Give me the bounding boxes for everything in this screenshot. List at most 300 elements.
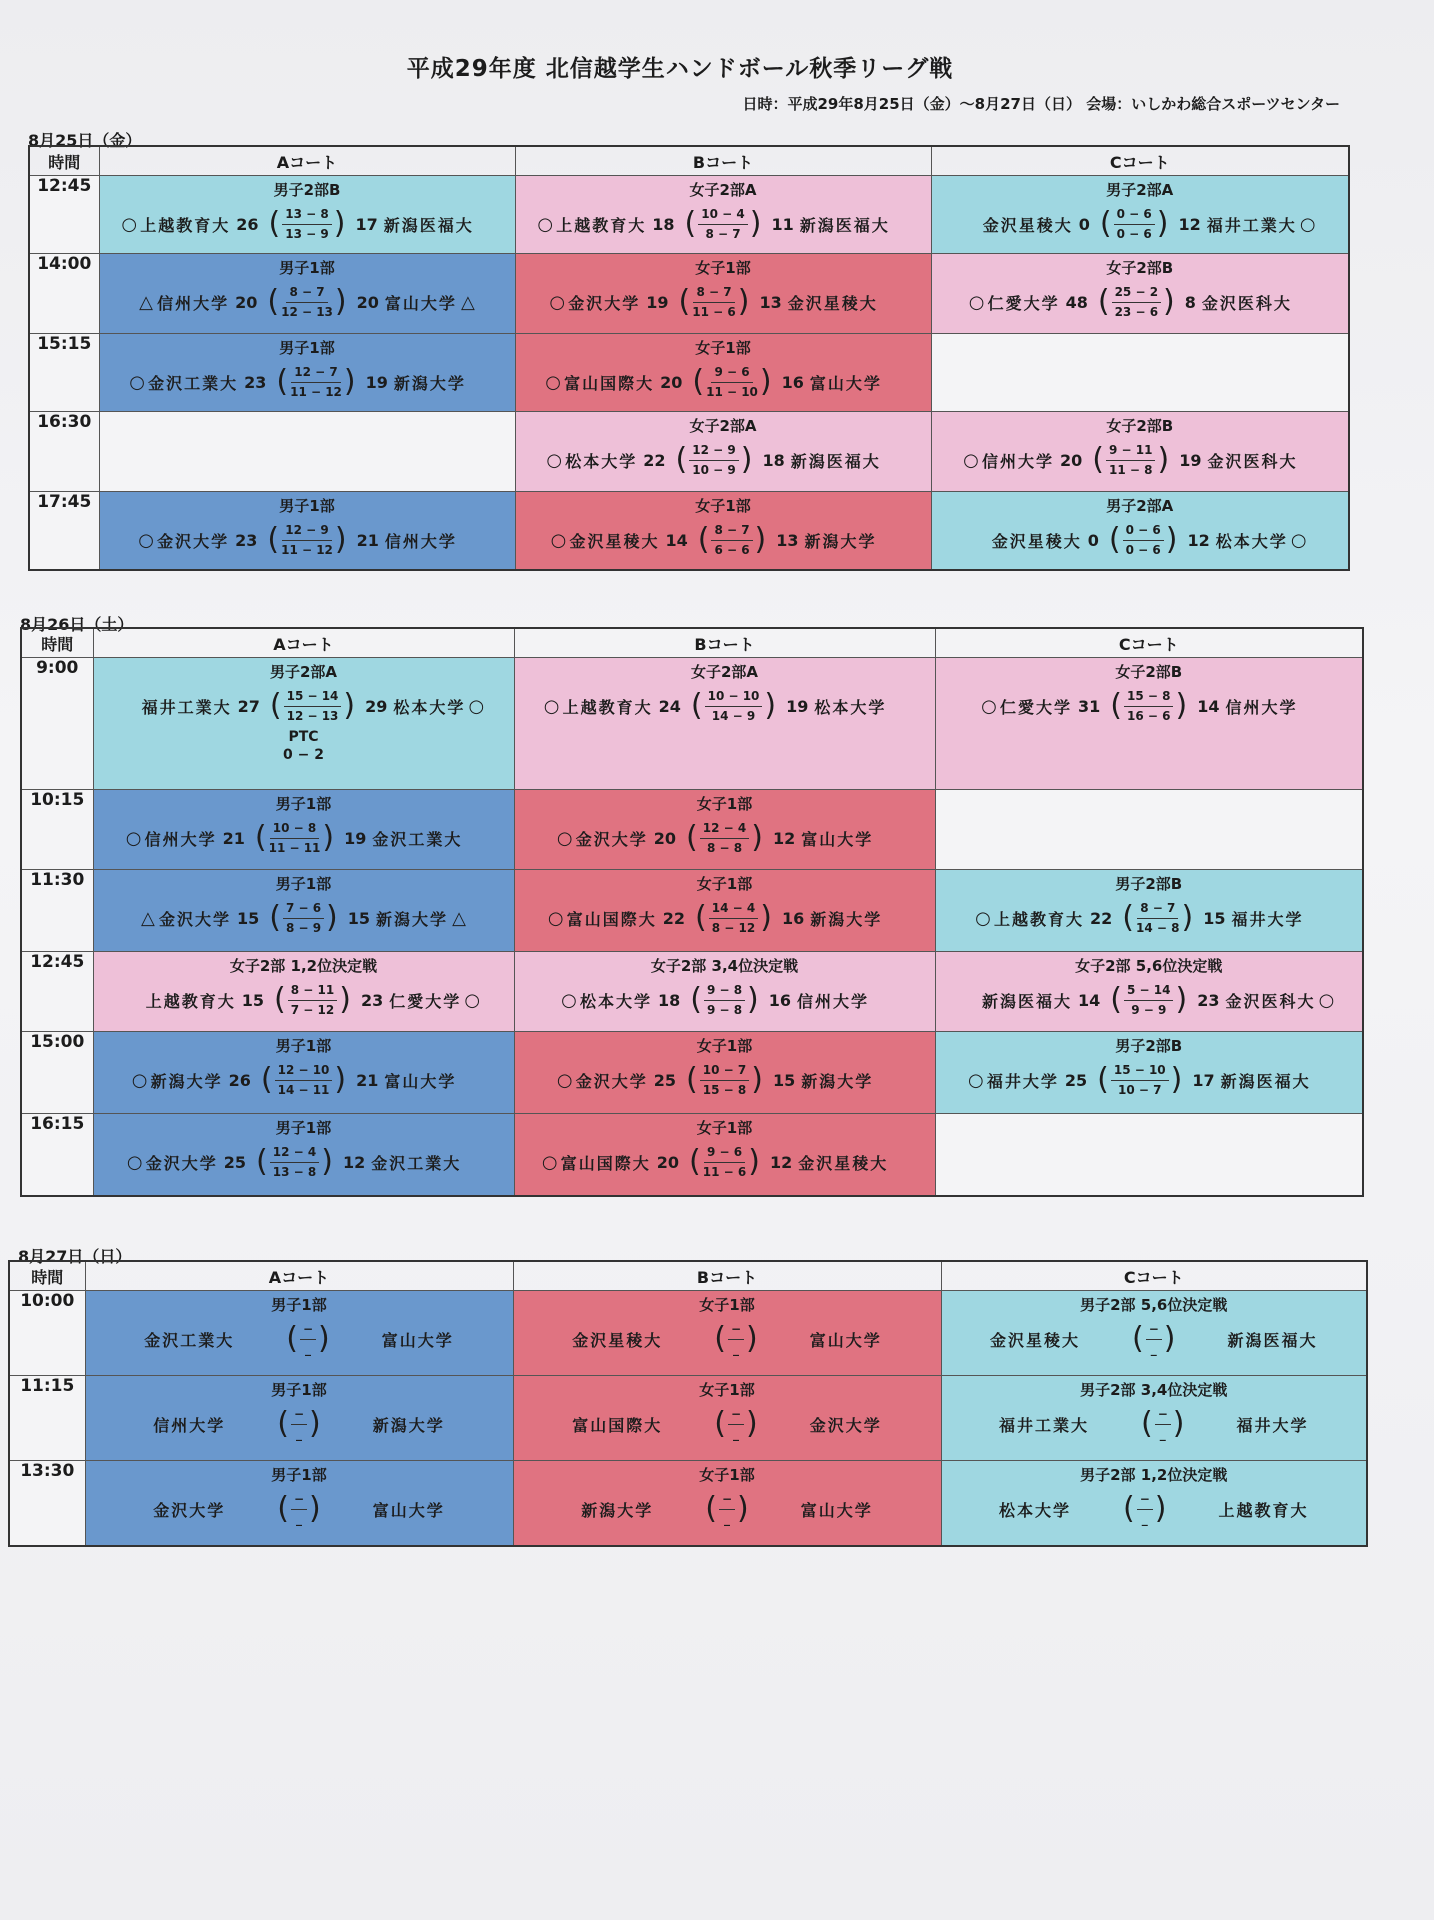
away-team: 富山大学 [800,1500,873,1520]
match-cell [99,254,515,334]
court-c-header: Cコート [931,146,1349,176]
half-stack [698,1061,751,1100]
match-cell [941,1291,1367,1376]
day-label: 8月27日（日） [18,1247,132,1266]
time-slot: 9:00 [21,658,93,790]
division-label: 男子2部B [273,181,341,199]
close-paren: ) [1175,982,1188,1017]
result-mark: ○ [1299,213,1316,235]
close-paren: ) [749,206,762,241]
match-line [516,277,931,327]
result-mark: ○ [121,213,138,235]
first-half: 8 − 7 [693,283,734,303]
match-line [936,1055,1363,1105]
away-team: 新潟大学 [804,531,877,551]
match-cell [935,658,1363,790]
second-half: 8 − 12 [711,920,756,935]
result-mark: ○ [556,1069,573,1091]
match-cell [941,1376,1367,1461]
home-score: 18 [657,990,681,1010]
away-team: 富山大学 [809,1330,882,1350]
half-stack [698,819,751,858]
open-paren: ( [1123,1491,1135,1526]
day-label: 8月26日（土） [20,615,134,634]
first-half: 9 − 8 [704,981,745,1001]
away-score: 13 [776,530,799,550]
result-mark: △ [141,907,155,929]
home-team: 松本大学 [565,451,638,471]
schedule-table [8,1260,1368,1547]
close-paren: ) [1157,442,1170,477]
home-score: 48 [1065,292,1088,312]
open-paren: ( [277,1491,289,1526]
close-paren: ) [754,522,767,557]
open-paren: ( [690,688,703,723]
time-slot-row [21,952,1363,1032]
first-half: 7 − 6 [283,899,324,919]
half-stack [273,1061,335,1100]
close-paren: ) [1181,900,1194,935]
away-team: 金沢医科大 [1225,991,1316,1011]
away-score: 12 [1187,530,1210,550]
match-line [515,813,935,863]
division-label: 女子2部 3,4位決定戦 [650,957,799,975]
first-half: 15 − 14 [284,687,342,707]
match-line [514,1484,941,1534]
match-line [94,1137,514,1187]
away-score: 18 [762,450,785,470]
close-paren: ) [760,900,772,935]
match-line [514,1314,941,1364]
open-paren: ( [690,982,702,1017]
second-half: _ [1150,1341,1157,1356]
home-team: 福井工業大 [998,1415,1089,1435]
home-team: 金沢大学 [158,909,231,929]
open-paren: ( [260,1062,273,1097]
half-scores [276,363,355,402]
second-half: 11 − 6 [702,1164,747,1179]
away-score: 12 [1178,214,1201,234]
half-scores [277,1405,321,1444]
first-half: 12 − 7 [291,363,340,383]
away-score: 17 [1192,1070,1215,1090]
time-slot: 16:15 [21,1114,93,1196]
half-scores [714,1405,758,1444]
home-score: 23 [244,372,267,392]
first-half: 9 − 6 [711,363,752,383]
away-team: 新潟医福大 [799,215,890,235]
division-label: 女子2部 5,6位決定戦 [1075,957,1223,975]
home-team: 上越教育大 [562,697,653,717]
match-line [515,975,935,1025]
home-score: 20 [660,372,683,392]
match-line [936,975,1363,1025]
home-score: 23 [235,530,258,550]
close-paren: ) [747,982,759,1017]
close-paren: ) [334,1062,347,1097]
close-paren: ) [737,1491,749,1526]
time-slot: 11:15 [9,1376,85,1461]
time-header: 時間 [21,628,93,658]
half-stack [279,283,335,322]
close-paren: ) [343,688,356,723]
time-slot-row [29,254,1349,334]
match-line [932,199,1349,249]
away-score: 16 [781,908,805,928]
empty-slot [931,334,1349,412]
half-scores [691,687,776,726]
half-scores [686,819,763,858]
time-slot: 10:15 [21,790,93,870]
time-slot: 16:30 [29,412,99,492]
match-line [516,199,931,249]
result-mark: ○ [546,449,563,471]
first-half: 8 − 7 [286,283,327,303]
away-score: 23 [360,990,384,1010]
open-paren: ( [689,1144,701,1179]
first-half: 10 − 8 [270,819,319,839]
match-line [94,1055,514,1105]
close-paren: ) [343,364,356,399]
open-paren: ( [705,1491,717,1526]
match-cell [941,1461,1367,1546]
division-label: 女子1部 [699,1296,755,1314]
division-label: 女子1部 [695,339,751,357]
half-scores [1122,899,1193,938]
match-cell [515,492,931,570]
away-score: 15 [347,908,371,928]
away-score: 15 [1203,908,1226,928]
open-paren: ( [267,284,280,319]
first-half: − [719,1490,735,1510]
match-line [100,199,515,249]
open-paren: ( [1141,1406,1153,1441]
result-mark: ○ [138,529,154,551]
match-line [942,1484,1367,1534]
court-b-header: Bコート [514,628,935,658]
home-team: 信州大学 [144,829,217,849]
match-line [936,893,1363,943]
division-label: 女子1部 [696,875,753,893]
first-half: 14 − 4 [709,899,758,919]
first-half: 13 − 8 [282,205,331,225]
time-slot: 12:45 [21,952,93,1032]
time-slot-row [9,1376,1367,1461]
close-paren: ) [740,442,753,477]
match-line [515,681,935,731]
court-b-header: Bコート [515,146,931,176]
second-half: _ [1159,1426,1166,1441]
home-team: 新潟大学 [150,1071,223,1091]
division-label: 男子2部A [269,663,338,681]
half-stack [268,1143,321,1182]
away-score: 14 [1197,696,1220,716]
half-scores [692,363,771,402]
second-half: _ [305,1341,311,1356]
close-paren: ) [1156,206,1169,241]
division-label: 男子1部 [275,795,332,813]
second-half: _ [296,1426,302,1441]
second-half: 14 − 8 [1136,920,1180,935]
match-line [86,1314,513,1364]
away-team: 富山大学 [384,293,457,313]
away-team: 金沢工業大 [372,829,463,849]
division-label: 男子2部 5,6位決定戦 [1080,1296,1228,1314]
division-label: 男子2部 3,4位決定戦 [1080,1381,1228,1399]
division-label: 女子1部 [696,1119,753,1137]
away-score: 12 [769,1152,793,1172]
time-slot-row [21,1114,1363,1196]
open-paren: ( [686,820,698,855]
match-cell [93,1114,514,1196]
second-half: 11 − 10 [706,384,758,399]
half-scores [698,521,767,560]
home-score: 0 [1087,530,1099,550]
court-b-header: Bコート [513,1261,941,1291]
open-paren: ( [1132,1321,1144,1356]
time-slot-row [29,412,1349,492]
match-cell [93,790,514,870]
match-line [942,1314,1367,1364]
half-scores [690,981,759,1020]
match-cell [85,1376,513,1461]
division-label: 女子2部A [689,181,757,199]
half-scores [679,283,750,322]
close-paren: ) [339,982,351,1017]
match-cell [931,492,1349,570]
empty-slot [935,790,1363,870]
time-slot: 15:00 [21,1032,93,1114]
division-label: 男子1部 [275,1037,332,1055]
away-score: 21 [356,1070,379,1090]
half-stack [1153,1405,1173,1444]
match-cell [515,412,931,492]
open-paren: ( [686,1062,698,1097]
home-team: 上越教育大 [556,215,647,235]
time-header: 時間 [29,146,99,176]
second-half: 11 − 6 [692,304,736,319]
match-line [94,893,514,943]
half-scores [286,1320,330,1359]
division-label: 男子1部 [279,259,335,277]
close-paren: ) [748,1144,760,1179]
home-team: 仁愛大学 [1000,697,1073,717]
away-score: 17 [355,214,378,234]
open-paren: ( [675,442,688,477]
time-slot: 11:30 [21,870,93,952]
half-scores [714,1320,758,1359]
home-team: 仁愛大学 [987,293,1060,313]
second-half: 11 − 12 [281,542,333,557]
home-team: 新潟大学 [581,1500,654,1520]
close-paren: ) [326,900,338,935]
division-label: 男子1部 [279,497,335,515]
second-half: 14 − 9 [711,708,756,723]
first-half: 8 − 7 [711,521,752,541]
match-line [932,435,1349,485]
home-team: 信州大学 [153,1415,226,1435]
half-stack [702,981,747,1020]
second-half: _ [1141,1511,1148,1526]
half-scores [1100,205,1169,244]
court-c-header: Cコート [941,1261,1367,1291]
home-team: 金沢星稜大 [991,531,1082,551]
time-slot: 10:00 [9,1291,85,1376]
open-paren: ( [269,900,281,935]
match-line [515,893,935,943]
first-half: 0 − 6 [1123,521,1164,541]
match-cell [85,1461,513,1546]
division-label: 男子1部 [275,875,332,893]
first-half: 12 − 10 [275,1061,333,1081]
away-team: 金沢星稜大 [798,1153,889,1173]
away-team: 松本大学 [393,697,466,717]
match-line [936,681,1363,731]
result-mark: ○ [468,695,485,717]
open-paren: ( [268,206,281,241]
home-team: 金沢工業大 [144,1330,235,1350]
half-scores [261,1061,346,1100]
home-score: 19 [646,292,669,312]
match-cell [935,1032,1363,1114]
away-team: 信州大学 [797,991,870,1011]
home-team: 信州大学 [157,293,230,313]
open-paren: ( [1122,900,1135,935]
second-half: 12 − 13 [286,708,339,723]
half-scores [1141,1405,1185,1444]
close-paren: ) [333,206,346,241]
close-paren: ) [764,688,777,723]
day-label: 8月25日（金） [28,131,142,150]
away-team: 松本大学 [1215,531,1288,551]
close-paren: ) [759,364,772,399]
division-label: 女子2部B [1106,259,1174,277]
division-label: 女子1部 [695,497,751,515]
close-paren: ) [1154,1491,1167,1526]
away-team: 富山大学 [384,1071,457,1091]
away-team: 新潟大学 [393,373,466,393]
away-team: 新潟大学 [801,1071,874,1091]
away-team: 金沢医科大 [1201,293,1292,313]
half-stack [690,283,737,322]
match-cell [99,176,515,254]
match-cell [93,870,514,952]
home-score: 31 [1078,696,1101,716]
half-stack [281,899,326,938]
open-paren: ( [714,1406,726,1441]
time-slot-row [29,176,1349,254]
division-label: 男子2部 1,2位決定戦 [1080,1466,1228,1484]
home-score: 14 [665,530,688,550]
close-paren: ) [746,1406,758,1441]
away-team: 仁愛大学 [389,991,462,1011]
result-mark: ○ [541,1151,558,1173]
open-paren: ( [697,522,710,557]
time-slot-row [9,1461,1367,1546]
second-half: 8 − 9 [285,920,322,935]
first-half: 10 − 4 [698,205,747,225]
match-cell [514,658,935,790]
first-half: − [300,1320,316,1340]
match-cell [93,1032,514,1114]
open-paren: ( [269,688,282,723]
away-team: 新潟大学 [810,909,883,929]
division-label: 女子2部B [1115,663,1183,681]
half-stack [707,899,760,938]
home-team: 金沢大学 [575,829,648,849]
match-line [516,357,931,407]
away-team: 信州大学 [384,531,457,551]
open-paren: ( [1097,1062,1109,1097]
result-mark: ○ [968,291,985,313]
match-line [515,1055,935,1105]
second-half: 10 − 7 [1118,1082,1162,1097]
away-score: 12 [342,1152,366,1172]
away-score: 19 [365,372,388,392]
division-label: 女子1部 [696,795,753,813]
division-label: 男子2部A [1106,181,1174,199]
second-half: _ [296,1511,302,1526]
half-scores [277,1490,321,1529]
away-team: 金沢星稜大 [787,293,878,313]
home-score: 26 [228,1070,251,1090]
half-stack [1122,981,1175,1020]
home-score: 15 [236,908,260,928]
match-line [932,515,1349,565]
time-slot-row [21,1032,1363,1114]
away-team: 富山大学 [372,1500,445,1520]
time-slot: 14:00 [29,254,99,334]
match-line [100,357,515,407]
match-cell [515,254,931,334]
close-paren: ) [318,1321,330,1356]
away-team: 福井工業大 [1206,215,1297,235]
half-stack [1134,899,1181,938]
result-mark: ○ [125,827,142,849]
away-score: 8 [1184,292,1196,312]
half-scores [270,687,355,726]
half-stack [280,205,333,244]
half-scores [686,1061,763,1100]
first-half: 5 − 14 [1124,981,1173,1001]
time-slot-row [21,790,1363,870]
half-stack [289,1490,309,1529]
open-paren: ( [267,522,280,557]
away-score: 16 [768,990,792,1010]
match-cell [514,952,935,1032]
result-mark: △ [139,291,154,313]
division-label: 女子2部B [1106,417,1174,435]
division-label: 男子2部B [1115,1037,1183,1055]
match-line [94,681,514,731]
second-half: _ [724,1511,730,1526]
court-a-header: Aコート [99,146,515,176]
division-label: 女子1部 [695,259,751,277]
home-team: 富山国際大 [566,909,657,929]
home-score: 24 [658,696,681,716]
half-stack [717,1490,737,1529]
close-paren: ) [334,522,347,557]
match-cell [93,658,514,790]
first-half: − [1146,1320,1162,1340]
result-mark: △ [452,907,466,929]
result-mark: ○ [981,695,997,717]
home-team: 金沢大学 [575,1071,648,1091]
second-half: 11 − 8 [1109,462,1153,477]
home-team: 信州大学 [982,451,1055,471]
half-scores [269,205,346,244]
first-half: 8 − 7 [1137,899,1178,919]
